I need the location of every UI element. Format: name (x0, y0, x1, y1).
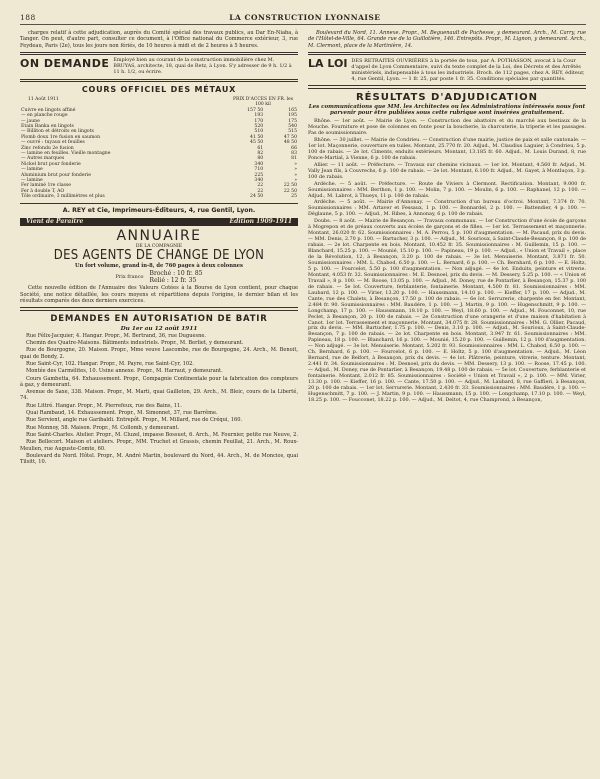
permit-item: Avenue de Saxe, 338. Maison. Propr., M. Marti, quai Gailleton, 29. Arch., M. Bleic, cours de la Liberté, 74. (20, 389, 298, 402)
permit-item: Rue Félix-Jacquier, 4. Hangar. Propr., M. Bertrand, 36, rue Duguesne. (26, 332, 207, 339)
price-max: 175 (288, 118, 297, 124)
adjudication-list (308, 119, 586, 404)
metal-name: Nickel brut pour fonderie (21, 161, 81, 167)
permit-item: Rue Saint-Cyr, 102. Hangar. Propr., M. Payre, rue Saint-Cyr, 102. (26, 360, 194, 367)
price-min: 22 (257, 188, 264, 194)
loi-label: LA LOI (308, 57, 348, 71)
metal-name: — lamine (21, 167, 43, 173)
metal-name: Fer laminé 1re classe (21, 183, 71, 189)
price-min: 710 (254, 167, 264, 173)
annuaire-de-la: DE LA COMPAGNIE (135, 243, 183, 249)
journal-title: LA CONSTRUCTION LYONNAISE (229, 12, 381, 22)
price-min: 24 50 (250, 194, 264, 200)
annuaire-price (20, 270, 298, 284)
price-min: 82 (257, 150, 264, 156)
permit-item: Rue de Bourgogne, 20. Maison. Propr., Mme veuve Lascombe, rue de Bourgogne, 24. Arch., M. Benoit, quai de Bondy, 2. (20, 347, 298, 360)
adjudication-entry: Rhône. — 30 juillet. — Mairie de Condrieu. — Construction d'une mairie, justice de paix et salle cantonale. — 1er lot. Maçonnerie, couverture en tuiles. Montant, 25.770 fr. 20. Adjud., M. Claudius Laguier, à Condrieu, 5 p. 100 de rabais. — 2e lot. Ciments, enduits extérieurs. Montant, 13.185 fr. 60. Adjud., M. Louis Durand, 8, rue Ponce-Martial, à Vienne, 6 p. 100 de rabais. (308, 136, 586, 161)
permit-item: Quai Rambaud, 14. Exhaussement. Propr., M. Simonnet, 37, rue Barrême. (26, 410, 218, 417)
metals-table (20, 108, 298, 200)
metals-date: 11 Août 1911 (28, 97, 59, 103)
price-max: » (294, 161, 297, 167)
price-max: 47 50 (283, 134, 297, 140)
price-min: 61 (257, 145, 264, 151)
job-ad-label: ON DEMANDE (20, 57, 110, 71)
permit-item: Rue Bellecort. Maison et ateliers. Propr., MM. Truchet et Grassis, chemin Feuillat, 21. Arch., M. Roux-Meulien, rue Auguste-Comte, 60. (20, 439, 298, 452)
right-column (308, 30, 586, 770)
job-ad (20, 58, 298, 75)
price-min: 80 (257, 156, 264, 162)
price-max: 515 (288, 129, 297, 135)
price-max: 165 (288, 107, 297, 113)
metal-name: — lamine en feuilles. Vieille montagne (21, 150, 111, 156)
price-max: 83 (291, 150, 297, 156)
metal-name: — lamine (21, 177, 43, 183)
price-max: 66 (291, 145, 297, 151)
price-min: 225 (254, 172, 264, 178)
printer-line: A. REY et Cie, Imprimeurs-Éditeurs, 4, rue Gentil, Lyon. (62, 206, 256, 214)
price-max: 22 50 (283, 183, 297, 189)
price-min: 193 (254, 113, 264, 119)
price-max: 25 (291, 194, 297, 200)
metal-name: — ouvré : tuyaux et feuilles (21, 140, 85, 146)
adjudication-entry: Rhône. — 1er août. — Mairie de Lyon. — Construction des abattoirs et du marché aux bestiaux de la Mouche. Fourniture et pose de colonnes en fonte pour la boucherie, la charcuterie, la triperie et les passages. Pas de soumissionnaire. (308, 118, 586, 136)
metal-name: Cuivre en lingots affiné (21, 107, 76, 113)
price-min: 22 (257, 183, 264, 189)
price-min: 520 (254, 123, 264, 129)
metals-row (20, 194, 298, 199)
price-min: 170 (254, 118, 264, 124)
permit-item: Montée des Carmélites, 10. Usine annexe. Propr., M. Harraut, y demeurant. (26, 368, 223, 375)
job-ad-text: Employé bien au courant de la construction immobilière chez M. BRUYAS, architecte, 18, quai de Retz, à Lyon. S'y adresser de 9 h. 1/2 à 11 h. 1/2, ou écrire. (113, 57, 292, 75)
adjudication-entry: Doubs. — 8 août. — Mairie de Besançon. — Travaux communaux. — 1er Construction d'une école de garçons à Mogrepon et de préaux couverts aux écoles de garçons et de filles. — 1er lot. Terrassement et maçonnerie. Montant, 26.020 fr. 62. Soumissionnaires : M. A. Perrou, 5 p. 100 d'augmentation. — M. Pacaud, prix du devis. — MM. Denis, 2.70 p. 100. — Bartucher, 3 p. 100. — Adjud., M. Sourioux, à Saint-Claude-Besançon, 8 p. 100 de rabais. — 2e lot. Charpente en bois. Montant, 10.452 fr. 35. Soumissionnaires : M. Guillemin, 15 p. 100. — Blanchard, 15.25 p. 100. — Mounié, 15.10 p. 100. — Papineau, 19 p. 100. — Adjud., « Union et Travail », place de la Révolution, 12, à Besançon, 3.20 p. 100 de rabais. — 3e lot. Menuiserie. Montant, 3.871 fr. 50. Soumissionnaires : MM. L. Chabod, 6.50 p. 100. — L. Bernard, 6 p. 100. — Ch. Bernhard, 6 p. 100. — E. Holtz, 5 p. 100. — Fourcelot, 5.50 p. 100 d'augmentation. — Non adjugé. — 4e lot. Enduits, peinture et vitrerie. Montant, 4.053 fr. 32. Soumissionnaires : M. E. Desnoel, prix du devis. — M. Dessery, 5.25 p. 100. — « Union et Travail », 8 p. 100. — M. Roose, 13.05 p. 100. — Adjud., M. Doney, rue de Pontarlier, à Besançon, 15.37 p. 100 de rabais. — 5e lot. Couverture, ferblanterie, fontainerie. Montant, 4.500 fr. 81. Soumissionnaires : MM. Laubard, 12 p. 100. — Virier, 13.20 p. 100. — Haussmann, 14.10 p. 100. — Kieffer, 17 p. 100. — Adjud., M. Cante, rue des Chalets, à Besançon, 17.50 p. 100 de rabais. — 6e lot. Serrurerie, charpente en fer. Montant, 2.484 fr. 90. Soumissionnaires : MM. Baudére, 1 p. 100. — J. Martin, 9 p. 100. — Hugenschmitt, 9 p. 100. — Longchamp, 17 p. 100. — Haussmann, 18.10 p. 100. — Weyl, 18.60 p. 100. — Adjud., M. Fouconnet, 10, rue Peclet, à Besançon, 20 p. 100 de rabais. — 2e Construction d'une orangerie et d'une maison d'habitation à Canot. 1er lot. Terrassement et maçonnerie. Montant, 34.075 fr. 28. Soumissionnaires : MM. G. Ollier, Pacaud, prix du devis. — MM. Bartucher, 1.75 p. 100. — Denis, 3.10 p. 100. — Adjud., M. Sourioux, à Saint-Claude-Besançon, 7 p. 100 de rabais. — 2e lot. Charpente en bois. Montant, 3.947 fr. 61. Soumissionnaires : MM. Papineau, 18 p. 100. — Blanchard, 16 p. 100. — Mounié, 15.20 p. 100. — Guillemin, 12 p. 100 d'augmentation. — Non adjugé. — 3e lot. Menuiserie. Montant, 5.202 fr. 93. Soumissionnaires : MM. L. Chabod, 6.50 p. 100. — Ch. Bernhard, 6 p. 100. — Fourcelot, 6 p. 100. — E. Holtz, 5 p. 100 d'augmentation. — Adjud., M. Léon Bernard, rue de Belfort, à Besançon, prix du devis. — 4e lot. Plâtrerie, peinture, vitrerie, tenture. Montant, 2.441 fr. 34. Soumissionnaires : M. Desnoel, prix du devis. — MM. Dessery, 13 p. 100. — Roose, 17.45 p. 100. — Adjud., M. Doney, rue de Pontarlier, à Besançon, 19.48 p. 100 de rabais. — 5e lot. Couverture, ferblanterie et fontainerie. Montant, 2.012 fr. 85. Soumissionnaires : Société « Union et Travail », 2 p. 100. — MM. Virier, 13.30 p. 100. — Kieffer, 16 p. 100. — Cante, 17.50 p. 100. — Adjud., M. Laubard, 8, rue Gaffieri, à Besançon, 20 p. 100 de rabais. — 1er lot. Serrurerie. Montant, 2.430 fr. 33. Soumissionnaires : MM. Baudére, 1 p. 100. — Hugenschmitt, 7 p. 100. — J. Martin, 9 p. 100. — Haussmann, 15 p. 100. — Longchamp, 17.10 p. 100. — Weyl, 18.25 p. 100. — Foucconet, 18.22 p. 100. — Adjud., M. Deltot, 4, rue Champrond, à Besançon, (308, 218, 586, 403)
price-min: 340 (254, 161, 264, 167)
metals-title: COURS OFFICIEL DES MÉTAUX (81, 85, 237, 95)
permit-item: Rue Saint-Charles. Atelier. Propr., M. Cluzel, impasse Bossuet, 6. Arch., M. Fournier, petite rue Neuve, 2. (26, 431, 298, 438)
permits-period: Du 1er au 12 août 1911 (120, 325, 198, 332)
annuaire-title: ANNUAIRE (116, 227, 202, 244)
metal-name: — jaune (21, 118, 40, 124)
announce-bar (20, 218, 298, 226)
annuaire-description: Cette nouvelle édition de l'Annuaire des Valeurs Cotées à la Bourse de Lyon contient, pour chaque Société, une notice détaillée, les cours moyens et répartitions depuis l'origine, le dernier bilan et les résultats comparés des deux derniers exercices. (20, 285, 298, 304)
adjudication-entry: Allier. — 11 août. — Préfecture. — Travaux sur chemins vicinaux. — 1er lot. Montant, 4.560 fr. Adjud., M. Vally Jean fils, à Couvrechs, 6 p. 100 de rabais. — 2e lot. Montant, 6.100 fr. Adjud., M. Gayet, à Montluçon, 3 p. 100 de rabais. (308, 161, 586, 180)
price-max: » (294, 177, 297, 183)
metal-name: Etain Banka en lingots (21, 123, 74, 129)
loi-text: DES RETRAITES OUVRIÈRES à la portée de tous, par A. POTHASSON, avocat à la Cour d'appel de Lyon Commentaire, suivi du texte complet de la Loi, des Décrets et des Arrêtés ministériels, indispensable à tous les industriels. Broch. de 112 pages, chez A. REY, éditeur, 4, rue Gentil, Lyon. — 1 fr. 25, par poste 1 fr. 35. Conditions spéciales par quantités. (351, 58, 585, 83)
loi-ad (308, 58, 586, 82)
price-max: » (294, 172, 297, 178)
adjudication-entry: Ardèche. — 5 août. — Mairie d'Annonay. — Construction d'un bureau d'octroi. Montant, 7.374 fr. 70. Soumissionnaires : MM. Artaver et Fessaux, 1 p. 100. — Bonnardel, 2 p. 100. — Battendier, 4 p. 100. — Déglaune, 5 p. 100. — Adjud., M. Ribes, à Annonay, 6 p. 100 de rabais. (308, 199, 586, 218)
metal-name: Fer à double T, AO (21, 188, 65, 194)
right-intro: Boulevard du Nord, 11. Annexe. Propr., M. Beguenault de Puchesse, y demeurant. Arch., M. Carry, rue de l'Hôtel-de-Ville, 64. Grande rue de la Guillotière, 146. Entrepôts. Propr., M. Lignon, y demeurant. Arch., M. Clermont, place de la Martinière, 14. (308, 30, 586, 49)
annuaire-subtitle: DES AGENTS DE CHANGE DE LYON (53, 248, 265, 264)
metal-name: — en planche rouge (21, 113, 68, 119)
price-max: 81 (291, 156, 297, 162)
announce-right: Édition 1909-1911 (229, 217, 292, 225)
permit-item: Rue Servient, angle rue Garibaldi. Entrepôt. Propr., M. Millard, rue de Créqui, 160. (26, 417, 243, 424)
permit-item: Chemin des Quatre-Maisons. Bâtiments industriels. Propr., M. Berliet, y demeurant. (26, 340, 244, 347)
left-column (20, 30, 298, 770)
intro-paragraph: charges relatif à cette adjudication, auprès du Comité spécial des travaux publics, au Dar En-Niaba, à Tanger. On peut, d'autre part, consulter ce document, à l'Office national du Commerce extérieur, 3, rue Feydeau, Paris (2e), tous les jours non fériés, de 10 heures à midi et de 2 heures à 5 heures. (20, 30, 298, 49)
annuaire-format: Un fort volume, grand in-8, de 760 pages à deux colonnes (75, 263, 243, 270)
price-relie: Relié : 12 fr. 35 (149, 277, 197, 285)
price-max: 22 50 (283, 188, 297, 194)
price-min: 340 (254, 177, 264, 183)
adjudication-intro: Les communications que MM. les Architectes ou les Administrations intéressés nous font parvenir pour être publiées sous cette rubrique sont insérées gratuitement. (308, 103, 586, 117)
adjudication-title: RÉSULTATS D'ADJUDICATION (355, 91, 539, 103)
adjudication-entry: Ardèche. — 5 août. — Préfecture. — Route de Viviers à Clermont. Rectification. Montant, 9.000 fr. Soumissionnaires : MM. Berthon, 1 p. 100. — Molin, 7 p. 100. — Moulin, 6 p. 100. — Raphanel, 12 p. 100. — Adjud., M. Labrot, à Thueys, 11 p. 100 de rabais. (308, 180, 586, 199)
metal-name: Aluminium brut pour fonderie (21, 172, 91, 178)
permit-item: Rue Littré. Hangar. Propr., M. Pierrefeux, rue des Bains, 11. (26, 402, 182, 409)
metal-name: Plomb doux 1re fusion en saumon (21, 134, 101, 140)
price-min: 510 (254, 129, 264, 135)
metal-name: — Autres marques (21, 156, 65, 162)
metal-name: Tôle ordinaire, 3 millimètres et plus (21, 194, 105, 200)
metal-name: — Billiton et détroits en lingots (21, 129, 94, 135)
announce-left: Vient de Paraître (26, 217, 84, 225)
permits-title: DEMANDES EN AUTORISATION DE BATIR (50, 313, 268, 324)
price-broche: Broché : 10 fr. 85 (149, 270, 203, 278)
price-max: 540 (288, 123, 297, 129)
metals-price-header: PRIX D'ACCES EN FR. les 100 kil (232, 97, 294, 108)
page-header (20, 12, 586, 25)
permit-item: Cours Gambetta, 64. Exhaussement. Propr., Compagnie Continentale pour la fabrication des compteurs à gaz, y demeurant. (20, 375, 298, 388)
metal-name: Zinc refondu 2e fusion (21, 145, 74, 151)
permit-item: Rue Monnoy, 58. Maison. Propr., M. Collomb, y demeurant. (26, 424, 180, 431)
price-max: » (294, 167, 297, 173)
permits-list (20, 333, 298, 466)
permit-item: Boulevard du Nord. Hôtel. Propr., M. André Martin, boulevard du Nord, 44. Arch., M. de Moncios, quai Tilsitt, 10. (20, 452, 298, 466)
price-max: 48 50 (283, 140, 297, 146)
price-label: Prix franco (115, 274, 144, 281)
price-min: 157 50 (247, 107, 264, 113)
price-min: 41 50 (250, 134, 264, 140)
page-number: 188 (20, 12, 36, 22)
price-max: 195 (288, 113, 297, 119)
price-min: 45 50 (250, 140, 264, 146)
